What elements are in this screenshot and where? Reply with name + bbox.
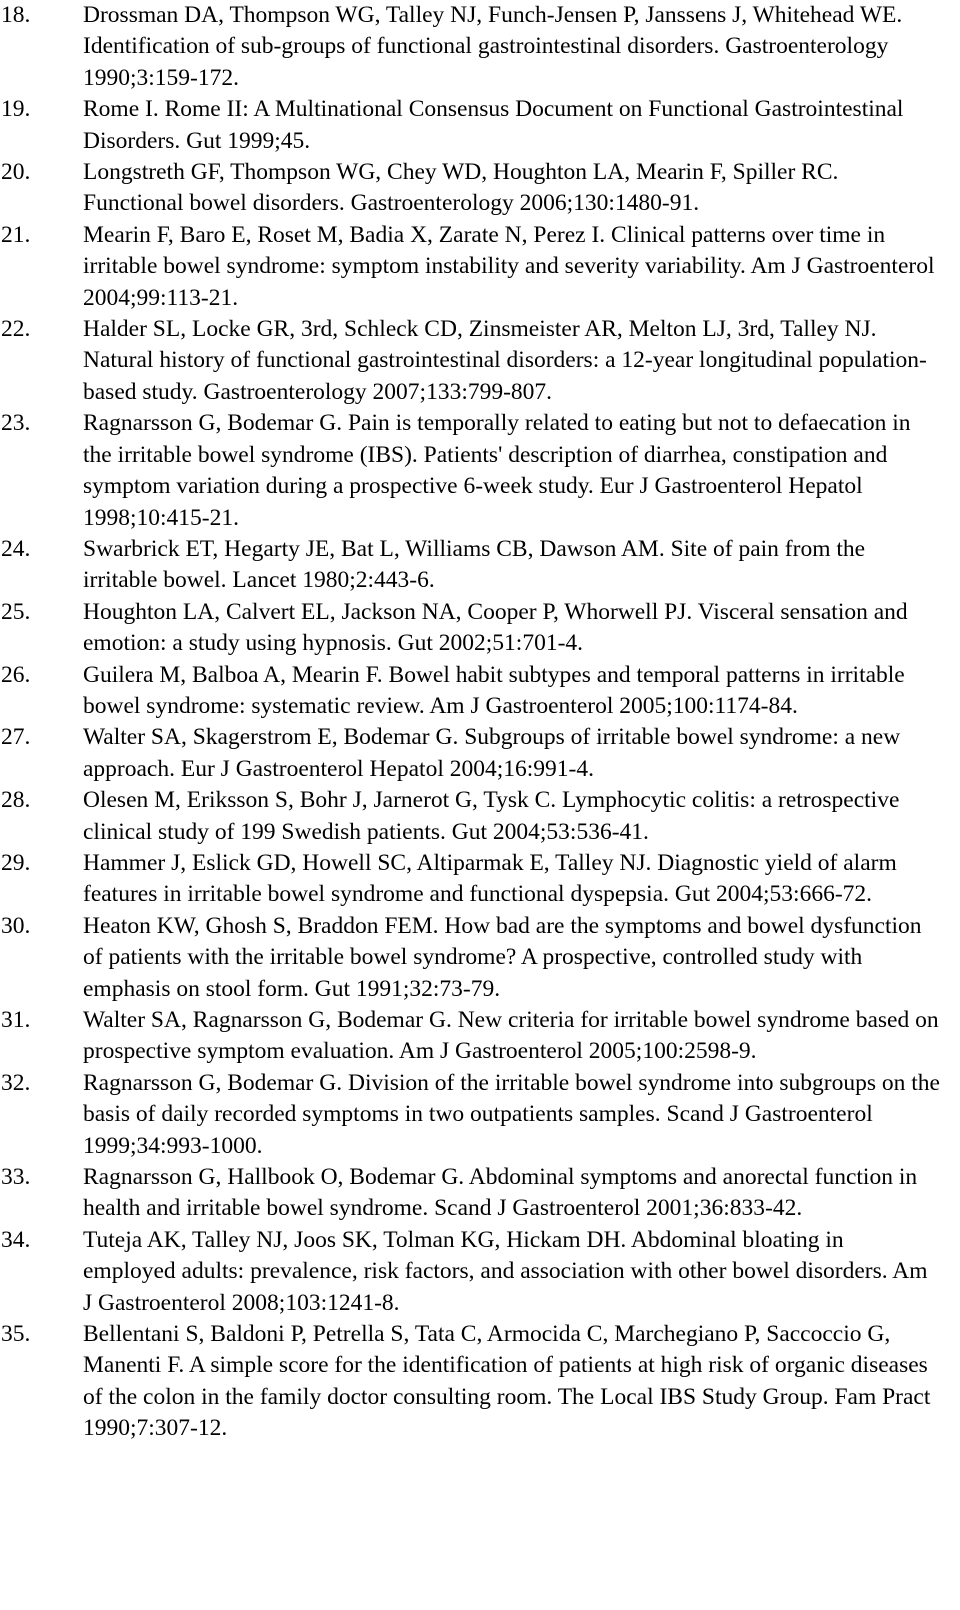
reference-number: 34. <box>1 1226 31 1253</box>
reference-text: Walter SA, Ragnarsson G, Bodemar G. New criteria for irritable bowel syndrome based on prospective symptom evaluation. Am J Gastroenterol 2005;100:2598-9. <box>83 1007 939 1065</box>
reference-item <box>0 314 960 408</box>
reference-item <box>0 1162 960 1225</box>
reference-text: Halder SL, Locke GR, 3rd, Schleck CD, Zinsmeister AR, Melton LJ, 3rd, Talley NJ. Natural history of functional gastrointestinal disorders: a 12-year longitudinal population-based study. Gastroenterology 2007;133:799-807. <box>83 316 927 405</box>
reference-number: 25. <box>1 598 31 625</box>
reference-item <box>0 1068 960 1162</box>
reference-item <box>0 220 960 314</box>
reference-item <box>0 1225 960 1319</box>
reference-text: Houghton LA, Calvert EL, Jackson NA, Cooper P, Whorwell PJ. Visceral sensation and emotion: a study using hypnosis. Gut 2002;51:701-4. <box>83 598 908 657</box>
reference-number: 20. <box>1 159 31 186</box>
reference-item <box>0 0 960 94</box>
reference-number: 21. <box>1 221 31 248</box>
reference-number: 24. <box>1 535 31 562</box>
reference-text: Longstreth GF, Thompson WG, Chey WD, Houghton LA, Mearin F, Spiller RC. Functional bowel disorders. Gastroenterology 2006;130:1480-91. <box>83 159 839 217</box>
reference-item <box>0 157 960 220</box>
reference-item <box>0 660 960 723</box>
reference-number: 33. <box>1 1164 31 1191</box>
reference-text: Rome I. Rome II: A Multinational Consensus Document on Functional Gastrointestinal Disorders. Gut 1999;45. <box>83 96 904 154</box>
reference-number: 29. <box>1 849 31 876</box>
reference-item <box>0 94 960 157</box>
reference-item <box>0 1005 960 1068</box>
reference-text: Ragnarsson G, Hallbook O, Bodemar G. Abdominal symptoms and anorectal function in health and irritable bowel syndrome. Scand J Gastroenterol 2001;36:833-42. <box>83 1164 918 1222</box>
reference-text: Tuteja AK, Talley NJ, Joos SK, Tolman KG, Hickam DH. Abdominal bloating in employed adults: prevalence, risk factors, and association with other bowel disorders. Am J Gastroenterol 2008;103:1241-8. <box>83 1226 928 1316</box>
reference-item <box>0 1319 960 1445</box>
reference-text: Olesen M, Eriksson S, Bohr J, Jarnerot G, Tysk C. Lymphocytic colitis: a retrospective clinical study of 199 Swedish patients. Gut 2004;53:536-41. <box>83 787 900 845</box>
reference-number: 27. <box>1 724 31 751</box>
reference-number: 28. <box>1 787 31 814</box>
reference-item <box>0 785 960 848</box>
reference-text: Hammer J, Eslick GD, Howell SC, Altiparmak E, Talley NJ. Diagnostic yield of alarm features in irritable bowel syndrome and functional dyspepsia. Gut 2004;53:666-72. <box>83 849 897 908</box>
reference-item <box>0 534 960 597</box>
reference-number: 35. <box>1 1321 31 1348</box>
reference-number: 22. <box>1 316 31 343</box>
reference-number: 18. <box>1 2 31 28</box>
reference-text: Walter SA, Skagerstrom E, Bodemar G. Subgroups of irritable bowel syndrome: a new approach. Eur J Gastroenterol Hepatol 2004;16:991-4. <box>83 724 901 782</box>
reference-text: Ragnarsson G, Bodemar G. Division of the irritable bowel syndrome into subgroups on the basis of daily recorded symptoms in two outpatients samples. Scand J Gastroenterol 1999;34:993-1000. <box>83 1069 940 1159</box>
reference-number: 32. <box>1 1069 31 1096</box>
reference-number: 26. <box>1 661 31 688</box>
reference-text: Drossman DA, Thompson WG, Talley NJ, Funch-Jensen P, Janssens J, Whitehead WE. Identification of sub-groups of functional gastrointestinal disorders. Gastroenterology 1990;3:159-172. <box>83 2 903 91</box>
reference-text: Ragnarsson G, Bodemar G. Pain is temporally related to eating but not to defaecation in the irritable bowel syndrome (IBS). Patients' description of diarrhea, constipation and symptom variation during a prospective 6-week study. Eur J Gastroenterol Hepatol 1998;10:415-21. <box>83 410 911 531</box>
reference-item <box>0 911 960 1005</box>
reference-item <box>0 408 960 534</box>
reference-text: Guilera M, Balboa A, Mearin F. Bowel habit subtypes and temporal patterns in irritable bowel syndrome: systematic review. Am J Gastroenterol 2005;100:1174-84. <box>83 661 905 719</box>
reference-text: Heaton KW, Ghosh S, Braddon FEM. How bad are the symptoms and bowel dysfunction of patients with the irritable bowel syndrome? A prospective, controlled study with emphasis on stool form. Gut 1991;32:73-79. <box>83 912 922 1002</box>
reference-number: 19. <box>1 96 31 123</box>
reference-number: 30. <box>1 912 31 939</box>
reference-number: 31. <box>1 1007 31 1033</box>
reference-text: Mearin F, Baro E, Roset M, Badia X, Zarate N, Perez I. Clinical patterns over time in irritable bowel syndrome: symptom instability and severity variability. Am J Gastroenterol 2004;99:113-21. <box>83 221 935 311</box>
reference-number: 23. <box>1 410 31 437</box>
reference-item <box>0 848 960 911</box>
reference-item <box>0 597 960 660</box>
reference-text: Swarbrick ET, Hegarty JE, Bat L, Williams CB, Dawson AM. Site of pain from the irritable bowel. Lancet 1980;2:443-6. <box>83 535 866 594</box>
reference-item <box>0 722 960 785</box>
reference-text: Bellentani S, Baldoni P, Petrella S, Tata C, Armocida C, Marchegiano P, Saccoccio G, Manenti F. A simple score for the identification of patients at high risk of organic diseases of the colon in the family doctor consulting room. The Local IBS Study Group. Fam Pract 1990;7:307-12. <box>83 1321 931 1442</box>
